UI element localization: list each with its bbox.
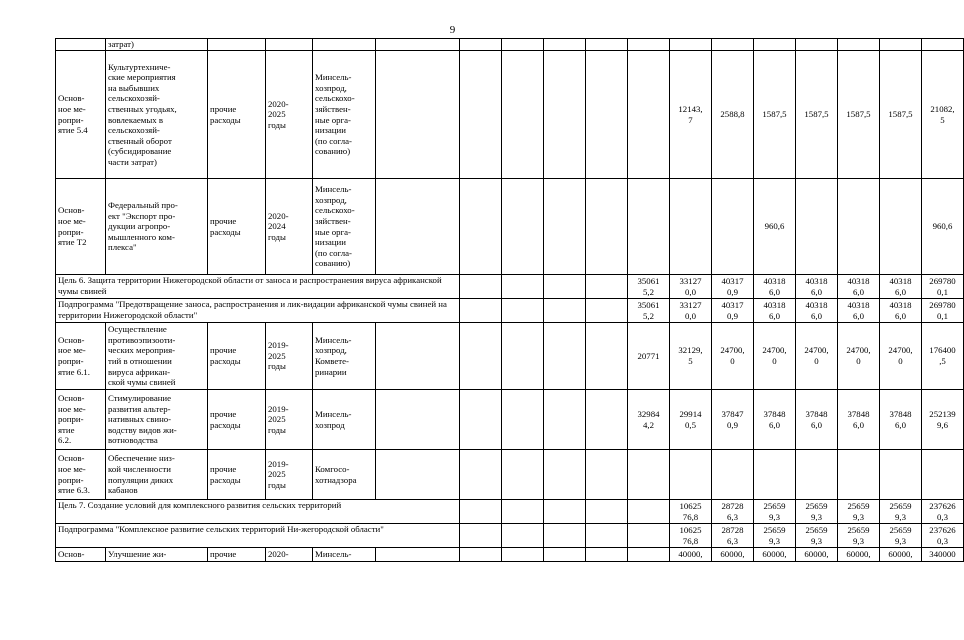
executor-cell: Минсель- хозпрод, сельскохо- зяйствен- ные орга- низации (по согла- сованию)	[313, 51, 376, 179]
amount-cell	[586, 323, 628, 390]
amount-cell: 32129, 5	[670, 323, 712, 390]
amount-cell	[670, 179, 712, 275]
amount-cell	[586, 179, 628, 275]
amount-cell	[838, 39, 880, 51]
amount-cell: 33127 0,0	[670, 275, 712, 299]
amount-cell: 25659 9,3	[754, 524, 796, 548]
measure-code-cell: Основ- ное ме- ропри- ятие 6.2.	[56, 390, 106, 450]
amount-cell	[880, 450, 922, 500]
amount-cell	[460, 450, 502, 500]
amount-cell	[376, 450, 460, 500]
measure-code-cell	[56, 39, 106, 51]
amount-cell: 40318 6,0	[838, 299, 880, 323]
amount-cell: 29914 0,5	[670, 390, 712, 450]
amount-cell	[796, 179, 838, 275]
amount-cell	[544, 275, 586, 299]
amount-cell	[628, 179, 670, 275]
amount-cell	[544, 548, 586, 562]
amount-cell	[376, 51, 460, 179]
amount-cell: 237626 0,3	[922, 500, 964, 524]
amount-cell: 269780 0,1	[922, 275, 964, 299]
goal-row	[56, 524, 964, 548]
amount-cell	[628, 524, 670, 548]
amount-cell: 40317 0,9	[712, 299, 754, 323]
amount-cell: 2588,8	[712, 51, 754, 179]
amount-cell	[502, 39, 544, 51]
amount-cell: 40318 6,0	[838, 275, 880, 299]
table-row	[56, 39, 964, 51]
amount-cell	[544, 390, 586, 450]
amount-cell	[460, 524, 502, 548]
amount-cell	[628, 51, 670, 179]
amount-cell	[460, 39, 502, 51]
period-cell: 2019- 2025 годы	[266, 323, 313, 390]
amount-cell: 10625 76,8	[670, 500, 712, 524]
table-row	[56, 51, 964, 179]
amount-cell	[502, 450, 544, 500]
measure-name-cell: Обеспечение низ- кой численности популяции диких кабанов	[106, 450, 208, 500]
amount-cell: 25659 9,3	[796, 524, 838, 548]
amount-cell: 60000,	[754, 548, 796, 562]
table-row	[56, 179, 964, 275]
goal-title: Подпрограмма "Комплексное развитие сельских территорий Ни-жегородской области"	[56, 524, 460, 548]
measure-name-cell: Осуществление противоэпизооти- ческих мероприя- тий в отношении вируса африкан- ской чумы свиней	[106, 323, 208, 390]
executor-cell: Комгосо- хотнадзора	[313, 450, 376, 500]
amount-cell	[460, 390, 502, 450]
amount-cell	[460, 548, 502, 562]
goal-row	[56, 500, 964, 524]
amount-cell: 33127 0,0	[670, 299, 712, 323]
amount-cell	[544, 179, 586, 275]
amount-cell	[502, 390, 544, 450]
amount-cell	[502, 51, 544, 179]
amount-cell	[460, 299, 502, 323]
table-body	[56, 39, 964, 562]
amount-cell	[838, 450, 880, 500]
amount-cell	[502, 275, 544, 299]
amount-cell: 60000,	[796, 548, 838, 562]
amount-cell	[544, 39, 586, 51]
amount-cell	[502, 299, 544, 323]
measure-name-cell: Улучшение жи-	[106, 548, 208, 562]
expense-type-cell: прочие расходы	[208, 390, 266, 450]
amount-cell: 1587,5	[796, 51, 838, 179]
amount-cell: 37848 6,0	[838, 390, 880, 450]
amount-cell	[376, 179, 460, 275]
executor-cell: Минсель- хозпрод, сельскохо- зяйствен- ные орга- низации (по согла- сованию)	[313, 179, 376, 275]
amount-cell	[838, 179, 880, 275]
measure-code-cell: Основ- ное ме- ропри- ятие 6.1.	[56, 323, 106, 390]
amount-cell	[628, 548, 670, 562]
amount-cell	[460, 275, 502, 299]
amount-cell: 37847 0,9	[712, 390, 754, 450]
amount-cell: 1587,5	[880, 51, 922, 179]
goal-row	[56, 275, 964, 299]
amount-cell	[586, 500, 628, 524]
amount-cell: 24700, 0	[838, 323, 880, 390]
table-row	[56, 390, 964, 450]
measure-name-cell: Стимулирование развития альтер- нативных свино- водству видов жи- вотноводства	[106, 390, 208, 450]
amount-cell: 40318 6,0	[880, 299, 922, 323]
table-row	[56, 323, 964, 390]
amount-cell	[586, 299, 628, 323]
amount-cell: 1587,5	[754, 51, 796, 179]
amount-cell: 269780 0,1	[922, 299, 964, 323]
amount-cell: 60000,	[838, 548, 880, 562]
amount-cell: 25659 9,3	[880, 524, 922, 548]
amount-cell: 37848 6,0	[796, 390, 838, 450]
amount-cell: 340000	[922, 548, 964, 562]
amount-cell	[670, 39, 712, 51]
table-row	[56, 450, 964, 500]
expense-type-cell: прочие расходы	[208, 450, 266, 500]
amount-cell	[712, 179, 754, 275]
amount-cell	[460, 179, 502, 275]
expense-type-cell: прочие расходы	[208, 179, 266, 275]
amount-cell: 40318 6,0	[754, 275, 796, 299]
amount-cell: 25659 9,3	[838, 500, 880, 524]
measure-name-cell: Федеральный про- ект "Экспорт про- дукции агропро- мышленного ком- плекса"	[106, 179, 208, 275]
period-cell: 2020- 2025 годы	[266, 51, 313, 179]
measure-code-cell: Основ-	[56, 548, 106, 562]
amount-cell	[880, 39, 922, 51]
amount-cell	[628, 500, 670, 524]
measure-name-cell: Культуртехниче- ские мероприятия на выбывших сельскохозяй- ственных угодьях, вовлекаемых в сельскохозяй- ственный оборот (субсидирование части затрат)	[106, 51, 208, 179]
amount-cell	[460, 323, 502, 390]
amount-cell	[376, 390, 460, 450]
expense-type-cell: прочие	[208, 548, 266, 562]
amount-cell	[544, 500, 586, 524]
amount-cell: 40000,	[670, 548, 712, 562]
period-cell: 2020-	[266, 548, 313, 562]
amount-cell	[376, 548, 460, 562]
amount-cell	[376, 323, 460, 390]
amount-cell	[586, 51, 628, 179]
amount-cell: 40318 6,0	[880, 275, 922, 299]
amount-cell: 40318 6,0	[796, 275, 838, 299]
expense-type-cell	[208, 39, 266, 51]
amount-cell	[460, 500, 502, 524]
amount-cell: 60000,	[880, 548, 922, 562]
amount-cell: 25659 9,3	[880, 500, 922, 524]
amount-cell: 252139 9,6	[922, 390, 964, 450]
amount-cell: 20771	[628, 323, 670, 390]
amount-cell: 28728 6,3	[712, 500, 754, 524]
amount-cell	[502, 323, 544, 390]
amount-cell	[460, 51, 502, 179]
amount-cell	[880, 179, 922, 275]
amount-cell	[544, 299, 586, 323]
amount-cell	[670, 450, 712, 500]
expense-type-cell: прочие расходы	[208, 51, 266, 179]
amount-cell	[544, 51, 586, 179]
executor-cell	[313, 39, 376, 51]
amount-cell	[544, 450, 586, 500]
amount-cell	[502, 524, 544, 548]
table-row	[56, 548, 964, 562]
amount-cell: 21082, 5	[922, 51, 964, 179]
measure-code-cell: Основ- ное ме- ропри- ятие Т2	[56, 179, 106, 275]
period-cell: 2020- 2024 годы	[266, 179, 313, 275]
amount-cell: 176400 ,5	[922, 323, 964, 390]
amount-cell: 24700, 0	[712, 323, 754, 390]
goal-title: Подпрограмма "Предотвращение заноса, распространения и лик-видации африканской чумы свиней на территории Нижегородской области"	[56, 299, 460, 323]
measure-code-cell: Основ- ное ме- ропри- ятие 6.3.	[56, 450, 106, 500]
page-number: 9	[449, 24, 456, 36]
amount-cell	[754, 39, 796, 51]
amount-cell: 24700, 0	[796, 323, 838, 390]
amount-cell: 40318 6,0	[754, 299, 796, 323]
period-cell: 2019- 2025 годы	[266, 450, 313, 500]
amount-cell: 40318 6,0	[796, 299, 838, 323]
executor-cell: Минсель-	[313, 548, 376, 562]
amount-cell: 37848 6,0	[880, 390, 922, 450]
expense-type-cell: прочие расходы	[208, 323, 266, 390]
amount-cell	[586, 390, 628, 450]
amount-cell: 1587,5	[838, 51, 880, 179]
amount-cell	[628, 39, 670, 51]
amount-cell: 25659 9,3	[754, 500, 796, 524]
amount-cell	[544, 323, 586, 390]
amount-cell: 24700, 0	[754, 323, 796, 390]
amount-cell: 60000,	[712, 548, 754, 562]
executor-cell: Минсель- хозпрод	[313, 390, 376, 450]
amount-cell	[922, 39, 964, 51]
amount-cell	[376, 39, 460, 51]
amount-cell	[544, 524, 586, 548]
amount-cell	[586, 524, 628, 548]
amount-cell	[754, 450, 796, 500]
amount-cell: 35061 5,2	[628, 275, 670, 299]
amount-cell: 28728 6,3	[712, 524, 754, 548]
amount-cell	[586, 548, 628, 562]
amount-cell	[586, 39, 628, 51]
amount-cell	[796, 450, 838, 500]
amount-cell	[502, 179, 544, 275]
amount-cell: 25659 9,3	[796, 500, 838, 524]
amount-cell	[796, 39, 838, 51]
goal-title: Цель 6. Защита территории Нижегородской области от заноса и распространения вируса африканской чумы свиней	[56, 275, 460, 299]
executor-cell: Минсель- хозпрод, Комвете- ринарии	[313, 323, 376, 390]
measure-code-cell: Основ- ное ме- ропри- ятие 5.4	[56, 51, 106, 179]
goal-row	[56, 299, 964, 323]
amount-cell: 960,6	[922, 179, 964, 275]
amount-cell	[502, 500, 544, 524]
amount-cell: 24700, 0	[880, 323, 922, 390]
amount-cell: 40317 0,9	[712, 275, 754, 299]
amount-cell: 37848 6,0	[754, 390, 796, 450]
amount-cell: 35061 5,2	[628, 299, 670, 323]
amount-cell: 960,6	[754, 179, 796, 275]
amount-cell: 25659 9,3	[838, 524, 880, 548]
period-cell	[266, 39, 313, 51]
period-cell: 2019- 2025 годы	[266, 390, 313, 450]
amount-cell	[628, 450, 670, 500]
amount-cell: 12143, 7	[670, 51, 712, 179]
amount-cell	[922, 450, 964, 500]
budget-table	[55, 38, 964, 562]
amount-cell: 10625 76,8	[670, 524, 712, 548]
amount-cell: 237626 0,3	[922, 524, 964, 548]
amount-cell	[712, 39, 754, 51]
amount-cell	[712, 450, 754, 500]
amount-cell	[586, 450, 628, 500]
amount-cell	[586, 275, 628, 299]
measure-name-cell: затрат)	[106, 39, 208, 51]
amount-cell: 32984 4,2	[628, 390, 670, 450]
amount-cell	[502, 548, 544, 562]
goal-title: Цель 7. Создание условий для комплексного развития сельских территорий	[56, 500, 460, 524]
